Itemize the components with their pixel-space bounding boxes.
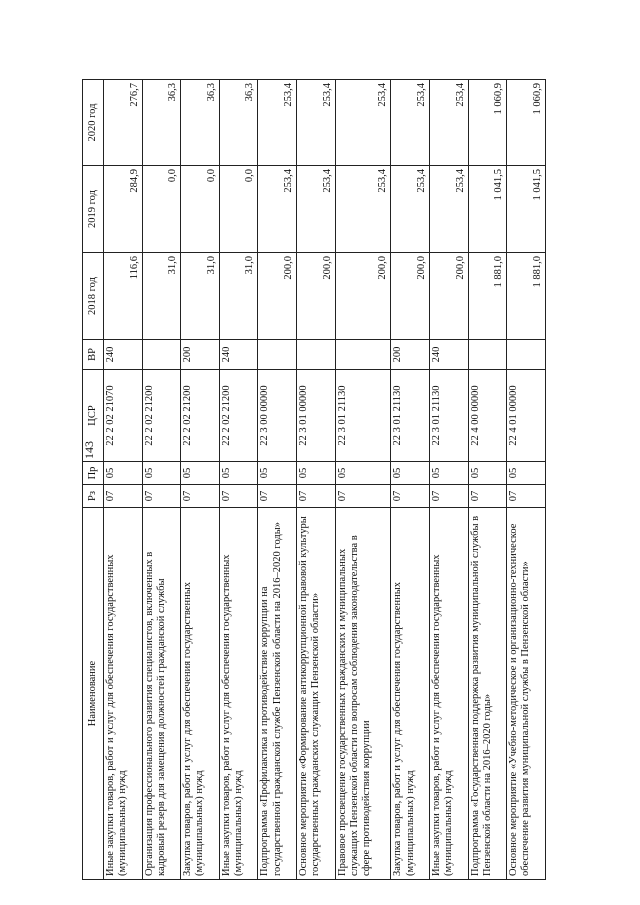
cell-vr: 240 — [104, 340, 143, 370]
cell-2020: 253,4 — [335, 80, 391, 166]
header-csr: ЦСР — [83, 370, 104, 462]
cell-2018: 31,0 — [219, 253, 258, 340]
cell-csr: 22 4 00 00000 — [468, 370, 507, 462]
cell-rz: 07 — [297, 485, 336, 508]
cell-rz: 07 — [430, 485, 469, 508]
cell-csr: 22 4 01 00000 — [507, 370, 546, 462]
cell-2020: 36,3 — [142, 80, 181, 166]
cell-2020: 253,4 — [297, 80, 336, 166]
table-header-row — [83, 80, 104, 880]
cell-2018: 200,0 — [335, 253, 391, 340]
cell-2018: 200,0 — [391, 253, 430, 340]
cell-vr — [468, 340, 507, 370]
cell-2019: 0,0 — [181, 166, 220, 253]
table-row — [219, 80, 258, 880]
cell-csr: 22 2 02 21070 — [104, 370, 143, 462]
table-row — [297, 80, 336, 880]
cell-name: Основное мероприятие «Учебно-методическое и организационно-техническое обеспечение развития муниципальной службы в Пензенской области» — [507, 508, 546, 880]
cell-rz: 07 — [507, 485, 546, 508]
cell-2020: 36,3 — [219, 80, 258, 166]
cell-pr: 05 — [297, 462, 336, 485]
page-number: 143 — [82, 441, 96, 459]
table-row — [142, 80, 181, 880]
cell-vr — [507, 340, 546, 370]
cell-vr: 240 — [219, 340, 258, 370]
cell-vr: 200 — [181, 340, 220, 370]
cell-csr: 22 3 01 21130 — [430, 370, 469, 462]
cell-2018: 200,0 — [430, 253, 469, 340]
table-row — [430, 80, 469, 880]
cell-2019: 253,4 — [430, 166, 469, 253]
cell-2020: 1 060,9 — [468, 80, 507, 166]
cell-rz: 07 — [335, 485, 391, 508]
cell-name: Подпрограмма «Профилактика и противодействие коррупции на государственной гражданской службе Пензенской области на 2016–2020 годы» — [258, 508, 297, 880]
cell-rz: 07 — [391, 485, 430, 508]
cell-csr: 22 3 01 21130 — [391, 370, 430, 462]
cell-2018: 200,0 — [297, 253, 336, 340]
cell-rz: 07 — [258, 485, 297, 508]
table-row — [181, 80, 220, 880]
cell-csr: 22 2 02 21200 — [142, 370, 181, 462]
cell-2020: 276,7 — [104, 80, 143, 166]
header-2018: 2018 год — [83, 253, 104, 340]
cell-2019: 1 041,5 — [468, 166, 507, 253]
cell-vr — [335, 340, 391, 370]
cell-vr — [142, 340, 181, 370]
table-row — [468, 80, 507, 880]
cell-name: Организация профессионального развития специалистов, включенных в кадровый резерв для замещения должностей гражданской службы — [142, 508, 181, 880]
cell-pr: 05 — [142, 462, 181, 485]
cell-2019: 0,0 — [219, 166, 258, 253]
cell-rz: 07 — [181, 485, 220, 508]
cell-vr — [258, 340, 297, 370]
cell-2019: 284,9 — [104, 166, 143, 253]
cell-name: Закупка товаров, работ и услуг для обеспечения государственных (муниципальных) нужд — [181, 508, 220, 880]
cell-2018: 200,0 — [258, 253, 297, 340]
cell-2020: 253,4 — [391, 80, 430, 166]
cell-pr: 05 — [468, 462, 507, 485]
cell-name: Основное мероприятие «Формирование антикоррупционной правовой культуры государственных гражданских служащих Пензенской области» — [297, 508, 336, 880]
cell-2018: 31,0 — [142, 253, 181, 340]
cell-2020: 1 060,9 — [507, 80, 546, 166]
cell-2019: 253,4 — [297, 166, 336, 253]
cell-2019: 1 041,5 — [507, 166, 546, 253]
cell-vr: 240 — [430, 340, 469, 370]
cell-2019: 253,4 — [391, 166, 430, 253]
header-vr: ВР — [83, 340, 104, 370]
table-row — [104, 80, 143, 880]
cell-name: Закупка товаров, работ и услуг для обеспечения государственных (муниципальных) нужд — [391, 508, 430, 880]
cell-pr: 05 — [104, 462, 143, 485]
table-body — [104, 80, 546, 880]
cell-2020: 253,4 — [430, 80, 469, 166]
cell-csr: 22 3 01 00000 — [297, 370, 336, 462]
cell-2020: 253,4 — [258, 80, 297, 166]
table-row — [391, 80, 430, 880]
cell-csr: 22 2 02 21200 — [219, 370, 258, 462]
cell-2018: 116,6 — [104, 253, 143, 340]
cell-pr: 05 — [430, 462, 469, 485]
cell-name: Иные закупки товаров, работ и услуг для обеспечения государственных (муниципальных) нужд — [219, 508, 258, 880]
cell-2019: 0,0 — [142, 166, 181, 253]
header-rz: Рз — [83, 485, 104, 508]
cell-rz: 07 — [219, 485, 258, 508]
cell-pr: 05 — [391, 462, 430, 485]
cell-name: Подпрограмма «Государственная поддержка развития муниципальной службы в Пензенской области на 2016–2020 годы» — [468, 508, 507, 880]
cell-pr: 05 — [258, 462, 297, 485]
cell-2018: 1 881,0 — [507, 253, 546, 340]
table-row — [258, 80, 297, 880]
cell-name: Иные закупки товаров, работ и услуг для обеспечения государственных (муниципальных) нужд — [430, 508, 469, 880]
header-2020: 2020 год — [83, 80, 104, 166]
cell-rz: 07 — [104, 485, 143, 508]
rotated-table-container — [82, 80, 546, 880]
cell-vr: 200 — [391, 340, 430, 370]
cell-2019: 253,4 — [258, 166, 297, 253]
header-pr: Пр — [83, 462, 104, 485]
header-2019: 2019 год — [83, 166, 104, 253]
cell-pr: 05 — [219, 462, 258, 485]
cell-rz: 07 — [142, 485, 181, 508]
cell-name: Иные закупки товаров, работ и услуг для обеспечения государственных (муниципальных) нужд — [104, 508, 143, 880]
budget-table — [82, 79, 546, 880]
cell-csr: 22 3 00 00000 — [258, 370, 297, 462]
cell-csr: 22 3 01 21130 — [335, 370, 391, 462]
cell-pr: 05 — [335, 462, 391, 485]
cell-2020: 36,3 — [181, 80, 220, 166]
cell-vr — [297, 340, 336, 370]
cell-2018: 1 881,0 — [468, 253, 507, 340]
cell-csr: 22 2 02 21200 — [181, 370, 220, 462]
cell-pr: 05 — [507, 462, 546, 485]
cell-rz: 07 — [468, 485, 507, 508]
cell-pr: 05 — [181, 462, 220, 485]
table-row — [335, 80, 391, 880]
header-name: Наименование — [83, 508, 104, 880]
cell-name: Правовое просвещение государственных гражданских и муниципальных служащих Пензенской области по вопросам соблюдения законодательства в сфере противодействия коррупции — [335, 508, 391, 880]
cell-2018: 31,0 — [181, 253, 220, 340]
table-row — [507, 80, 546, 880]
cell-2019: 253,4 — [335, 166, 391, 253]
